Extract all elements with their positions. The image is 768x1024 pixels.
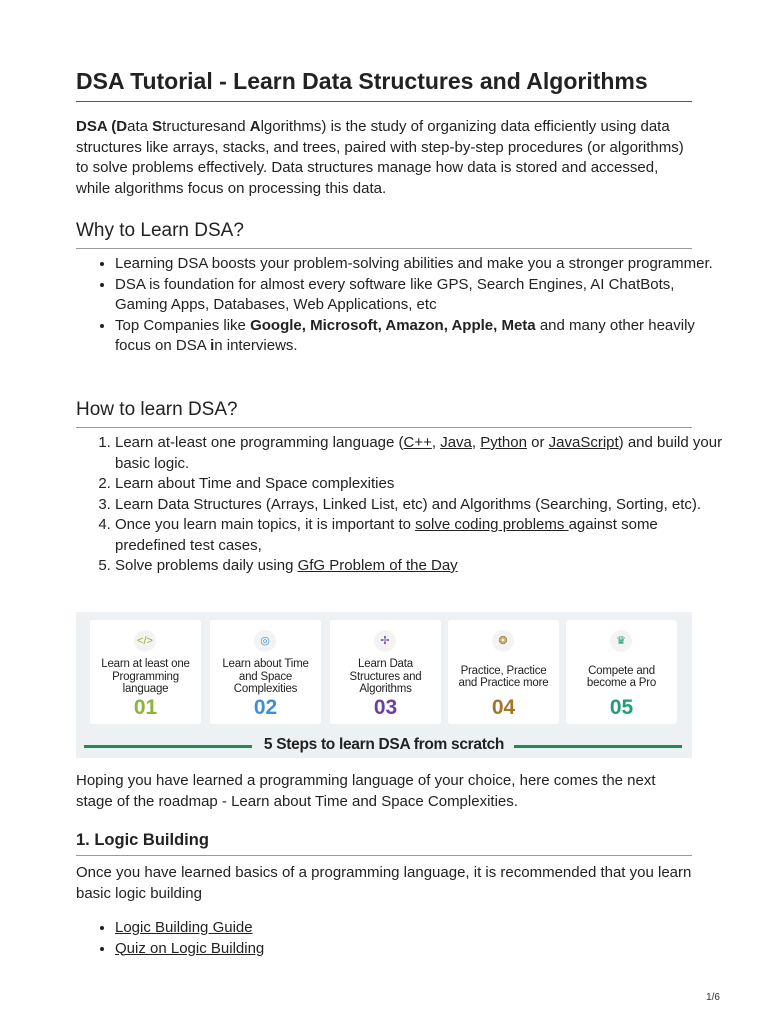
step-card-2 bbox=[210, 620, 321, 724]
how-comma: , bbox=[471, 434, 481, 451]
logic-building-guide-link[interactable]: Logic Building Guide bbox=[115, 919, 253, 936]
steps-infographic bbox=[76, 612, 692, 758]
why-list bbox=[76, 254, 731, 357]
problem-of-the-day-link[interactable]: GfG Problem of the Day bbox=[297, 557, 458, 574]
logic-paragraph: Once you have learned basics of a programming language, it is recommended that you learn basic logic building bbox=[76, 864, 692, 902]
network-icon: ✢ bbox=[374, 630, 396, 652]
how-list bbox=[76, 433, 731, 577]
how-heading: How to learn DSA? bbox=[76, 398, 692, 428]
how-s4-pre: Once you learn main topics, it is important to bbox=[115, 516, 416, 533]
intro-a: A bbox=[249, 118, 261, 135]
how-s5-pre: Solve problems daily using bbox=[115, 557, 298, 574]
step-number: 04 bbox=[491, 696, 516, 719]
logic-heading: 1. Logic Building bbox=[76, 829, 692, 856]
crown-icon: ♛ bbox=[610, 630, 632, 652]
list-item bbox=[115, 316, 731, 357]
why-item3-i: i bbox=[210, 337, 215, 354]
step-number: 02 bbox=[253, 696, 278, 719]
intro-dsa: DSA ( bbox=[76, 118, 117, 135]
intro-paragraph bbox=[76, 117, 692, 199]
logic-links-list bbox=[76, 918, 731, 959]
page-number: 1/6 bbox=[706, 992, 720, 1003]
why-item3-companies: Google, Microsoft, Amazon, Apple, Meta bbox=[250, 316, 536, 334]
list-item bbox=[115, 556, 731, 577]
globe-icon: ◎ bbox=[254, 630, 276, 652]
step-number: 05 bbox=[609, 696, 634, 719]
solve-coding-problems-link[interactable]: solve coding problems bbox=[415, 516, 569, 533]
step-label: Compete and become a Pro bbox=[586, 664, 657, 689]
list-item bbox=[115, 515, 731, 556]
how-s1-pre: Learn at-least one programming language ( bbox=[115, 434, 404, 451]
why-item3-mid: and many other heavily focus on DSA bbox=[115, 316, 695, 354]
intro-ata: ata bbox=[127, 118, 153, 135]
javascript-link[interactable]: JavaScript bbox=[548, 434, 619, 451]
step-label: Learn Data Structures and Algorithms bbox=[349, 658, 422, 696]
list-item: • Learning DSA boosts your problem-solving abilities and make you a stronger programmer. bbox=[115, 254, 731, 275]
how-comma: , bbox=[431, 434, 441, 451]
how-s4-post: against some predefined test cases, bbox=[115, 516, 658, 554]
step-label: Learn at least one Programming language bbox=[101, 658, 190, 696]
why-heading: Why to Learn DSA? bbox=[76, 219, 692, 249]
hoping-paragraph: Hoping you have learned a programming language of your choice, here comes the next stage of the roadmap - Learn about Time and Space Complexities. bbox=[76, 772, 656, 810]
intro-d: D bbox=[116, 118, 128, 135]
list-item: 3. Learn Data Structures (Arrays, Linked List, etc) and Algorithms (Searching, Sorting, etc). bbox=[115, 495, 731, 516]
page-title: DSA Tutorial - Learn Data Structures and Algorithms bbox=[76, 66, 692, 102]
intro-s: S bbox=[152, 118, 163, 135]
step-number: 03 bbox=[373, 696, 398, 719]
cpp-link[interactable]: C++ bbox=[403, 434, 432, 451]
list-item bbox=[115, 433, 731, 474]
how-s1-or: or bbox=[526, 434, 549, 451]
step-label: Learn about Time and Space Complexities bbox=[222, 658, 309, 696]
python-link[interactable]: Python bbox=[480, 434, 527, 451]
step-card-4 bbox=[448, 620, 559, 724]
logic-building-quiz-link[interactable]: Quiz on Logic Building bbox=[115, 939, 265, 957]
intro-tructures: tructuresand bbox=[162, 118, 250, 135]
why-item3-post: n interviews. bbox=[214, 337, 298, 354]
step-label: Practice, Practice and Practice more bbox=[458, 664, 549, 689]
list-item: 2. Learn about Time and Space complexities bbox=[115, 474, 731, 495]
step-card-5 bbox=[566, 620, 677, 724]
list-item: • DSA is foundation for almost every software like GPS, Search Engines, AI ChatBots, Gaming Apps, Databases, Web Applications, etc bbox=[115, 275, 731, 316]
step-card-3 bbox=[330, 620, 441, 724]
list-item bbox=[115, 939, 731, 960]
list-item bbox=[115, 918, 731, 939]
banner-line-left bbox=[84, 745, 252, 748]
intro-rest: lgorithms) is the study of organizing data efficiently using data structures like arrays, stacks, and trees, paired with step-by-step procedures (or algorithms) to solve problems effectively. Data structures manage how data is stored and accessed, while algorithms focus on processing this data. bbox=[76, 118, 684, 197]
step-number: 01 bbox=[133, 696, 158, 719]
steps-banner: 5 Steps to learn DSA from scratch bbox=[263, 736, 505, 753]
step-card-1 bbox=[90, 620, 201, 724]
brain-icon: ❂ bbox=[492, 630, 514, 652]
banner-line-right bbox=[514, 745, 682, 748]
java-link[interactable]: Java bbox=[440, 434, 472, 451]
why-item3-pre: Top Companies like bbox=[115, 316, 251, 334]
how-s1-post: ) and build your basic logic. bbox=[115, 434, 723, 472]
code-icon: </> bbox=[134, 630, 156, 652]
